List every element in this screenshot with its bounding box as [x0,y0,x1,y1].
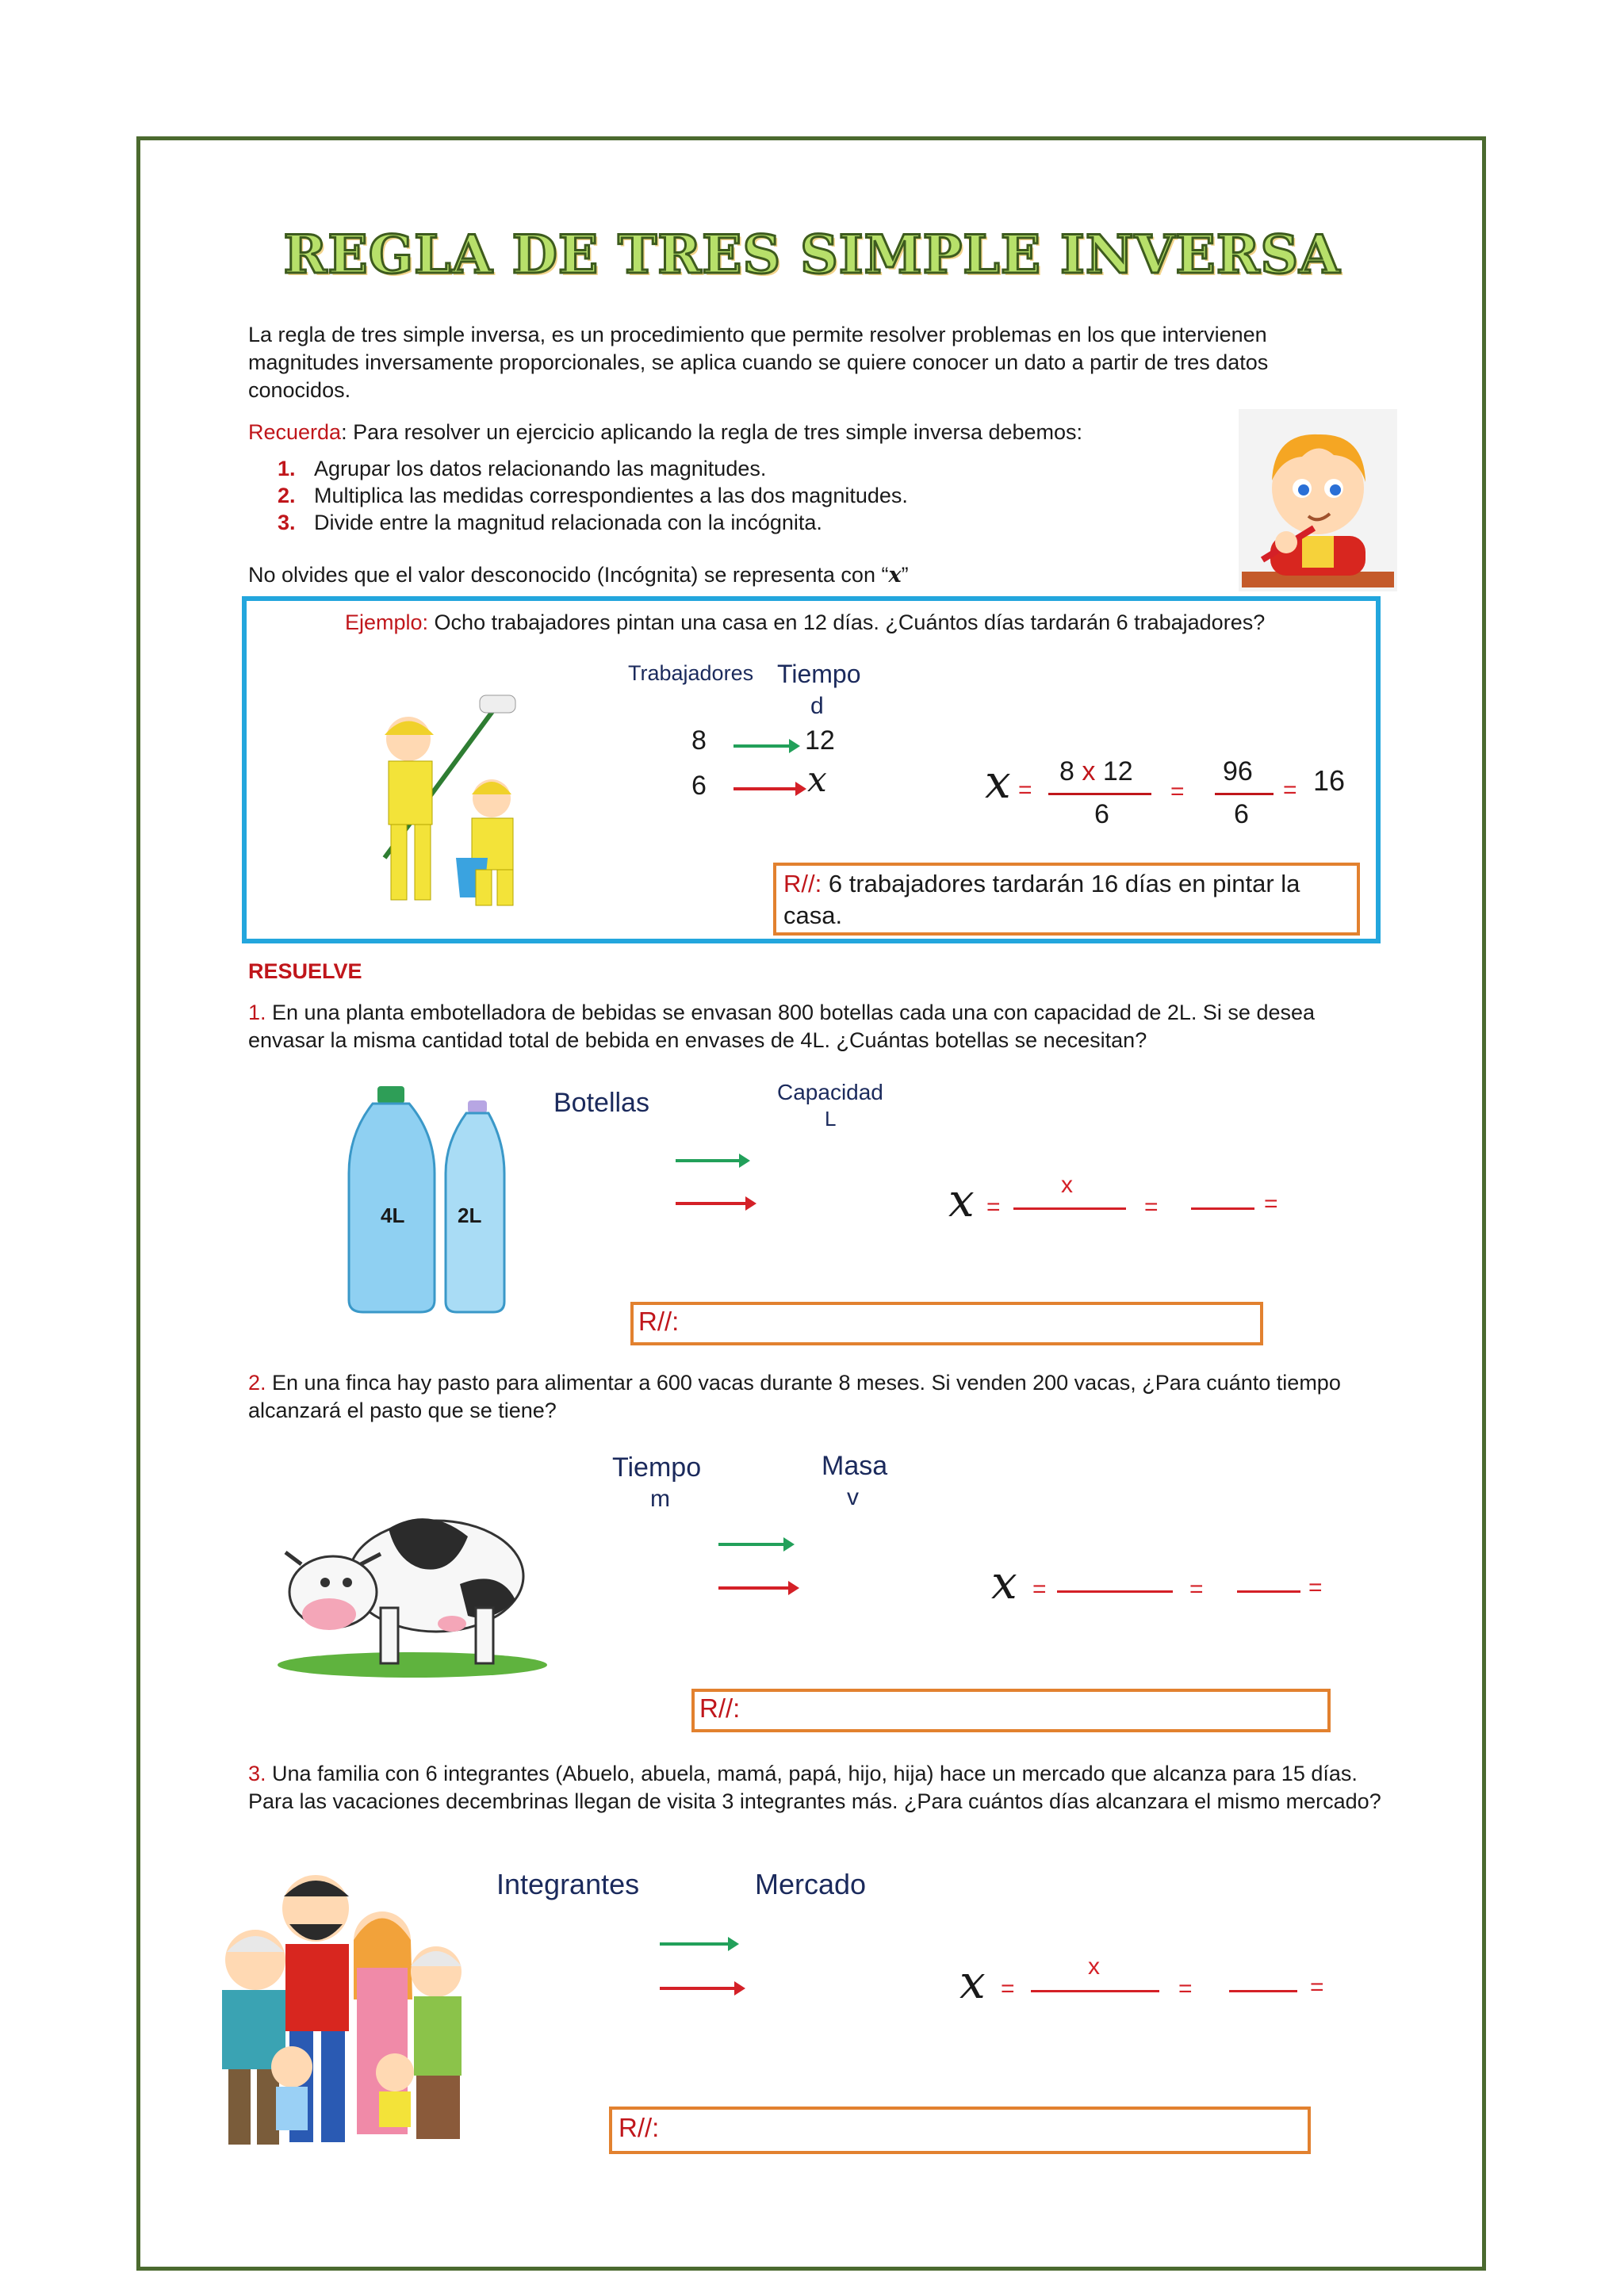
problem-1-eq2: = [1144,1194,1159,1220]
example-eq3: = [1283,777,1297,803]
problem-1-col2-unit: L [825,1107,837,1131]
problem-2-eq1: = [1032,1576,1047,1602]
green-arrow [733,744,797,748]
green-arrow [676,1159,747,1162]
example-num1: 8 x 12 [1059,756,1133,786]
problem-1-x: x [948,1173,975,1227]
steps-list [278,455,908,536]
example-answer: R//: 6 trabajadores tardarán 16 días en pintar la casa. [783,870,1300,929]
fraction-bar [1191,1207,1254,1210]
bottle-2l-label: 2L [458,1203,482,1227]
example-num2: 96 [1223,756,1253,786]
problem-2-eq2: = [1189,1576,1204,1602]
problem-2-x: x [991,1556,1017,1609]
resuelve-heading: RESUELVE [248,959,362,983]
problem-2-col1-unit: m [650,1486,670,1512]
problem-3-eq3: = [1310,1974,1324,2000]
fraction-bar [1237,1590,1300,1593]
intro-paragraph: La regla de tres simple inversa, es un procedimiento que permite resolver problemas en los que intervienen magnitudes inversamente proporcionales, se aplica cuando se quiere conocer un dato a partir de tres datos conocidos. [248,323,1269,402]
fraction-bar [1031,1990,1159,1992]
red-arrow [718,1586,796,1590]
example-den2: 6 [1234,799,1249,829]
green-arrow [660,1942,736,1946]
problem-3-answer-label: R//: [619,2113,660,2142]
example-eq2: = [1170,779,1185,805]
painters-illustration [361,691,551,913]
x-symbol: x [888,563,902,587]
recuerda-label: Recuerda [248,420,342,444]
fraction-bar [1048,793,1151,795]
recuerda-text: : Para resolver un ejercicio aplicando la regla de tres simple inversa debemos: [341,420,1083,444]
fraction-bar [1229,1990,1297,1992]
example-col2-header: Tiempo [777,660,861,688]
problem-2-col1: Tiempo [612,1452,702,1483]
problem-1-answer-box[interactable] [630,1302,1263,1345]
page-title: REGLA DE TRES SIMPLE INVERSA [283,224,1341,285]
fraction-bar [1057,1590,1173,1593]
problem-1-col2: Capacidad [777,1080,883,1104]
fraction-bar [1215,793,1274,795]
list-item: 3. Divide entre la magnitud relacionada con la incógnita. [278,511,822,534]
problem-1-answer-label: R//: [638,1307,680,1336]
example-result: 16 [1313,764,1346,797]
fraction-bar [1013,1207,1126,1210]
problem-3-answer-box[interactable] [609,2107,1311,2154]
problem-1-times: x [1061,1172,1073,1198]
family-illustration [198,1865,476,2158]
incognita-reminder: No olvides que el valor desconocido (Incógnita) se representa con “x” [248,563,909,587]
example-x: x [985,755,1011,809]
example-den1: 6 [1094,799,1109,829]
cow-illustration [270,1489,555,1679]
example-col1-header: Trabajadores [628,661,754,685]
problem-2-col2: Masa [822,1451,888,1481]
example-statement: Ejemplo: Ocho trabajadores pintan una casa en 12 días. ¿Cuántos días tardarán 6 trabajadores? [345,610,1266,634]
red-arrow [733,787,803,790]
problem-2-answer-box[interactable] [691,1689,1331,1732]
problem-1-statement: 1. En una planta embotelladora de bebidas se envasan 800 botellas cada una con capacidad de 2L. Si se desea envasar la misma cantidad total de bebida en envases de 4L. ¿Cuántas botellas se necesitan? [248,1001,1316,1052]
example-col2-unit: d [810,693,824,719]
example-eq1: = [1018,777,1032,803]
recuerda-line [248,419,1239,446]
problem-2-eq3: = [1308,1575,1323,1601]
example-row2-left: 6 [691,771,707,801]
example-row2-right: x [807,760,827,800]
bottle-4l-label: 4L [381,1203,405,1227]
problem-3-col2: Mercado [755,1868,867,1900]
problem-3-x: x [959,1955,986,2009]
problem-1-eq1: = [986,1194,1001,1220]
problem-3-statement: 3. Una familia con 6 integrantes (Abuelo, abuela, mamá, papá, hijo, hija) hace un mercado que alcanza para 15 días. Para las vacaciones decembrinas llegan de visita 3 integrantes más. ¿Para cuántos días alcanzara el mismo mercado? [248,1762,1381,1813]
problem-1-eq3: = [1264,1191,1278,1217]
problem-3-times: x [1088,1954,1100,1980]
green-arrow [718,1543,791,1546]
problem-2-answer-label: R//: [699,1693,741,1723]
example-label: Ejemplo: [345,610,429,634]
example-row1-left: 8 [691,725,707,756]
example-row1-right: 12 [805,725,835,756]
list-item: 1. Agrupar los datos relacionando las magnitudes. [278,457,767,480]
problem-2-col2-unit: v [847,1484,859,1510]
problem-3-eq1: = [1001,1976,1015,2002]
water-bottles-illustration [341,1086,515,1316]
problem-1-col1: Botellas [553,1088,649,1118]
problem-3-col1: Integrantes [496,1868,640,1900]
problem-3-eq2: = [1178,1976,1193,2002]
red-arrow [660,1987,742,1990]
red-arrow [676,1202,753,1205]
list-item: 2. Multiplica las medidas correspondientes a las dos magnitudes. [278,484,908,507]
problem-2-statement: 2. En una finca hay pasto para alimentar a 600 vacas durante 8 meses. Si venden 200 vacas, ¿Para cuánto tiempo alcanzará el pasto que se tiene? [248,1371,1341,1422]
